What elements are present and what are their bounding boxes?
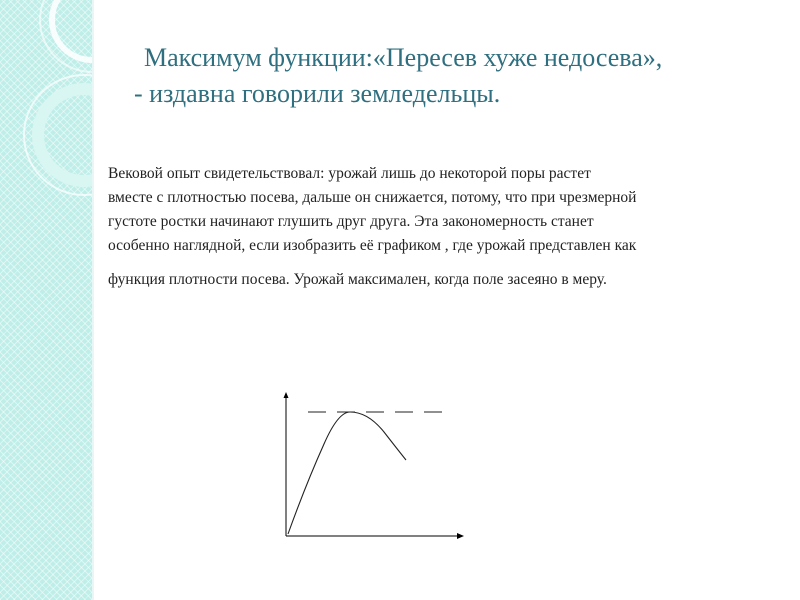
decorative-side-band <box>0 0 92 600</box>
y-axis-arrow-icon <box>284 392 289 398</box>
body-line-5: функция плотности посева. Урожай максимален, когда поле засеяно в меру. <box>108 271 607 288</box>
ring-middle <box>38 89 92 181</box>
body-line-3: густоте ростки начинают глушить друг друга. Эта закономерность станет <box>108 213 594 230</box>
yield-graph <box>276 384 476 554</box>
yield-curve <box>288 412 406 534</box>
body-paragraph <box>108 162 792 292</box>
body-line-1: Вековой опыт свидетельствовал: урожай лишь до некоторой поры растет <box>108 165 591 182</box>
ring-top <box>52 0 92 60</box>
x-axis-arrow-icon <box>457 533 464 539</box>
body-line-4: особенно наглядной, если изобразить её графиком , где урожай представлен как <box>108 237 637 254</box>
band-edge <box>92 0 94 600</box>
title-line-1: Максимум функции:«Пересев хуже недосева», <box>144 43 663 72</box>
decorative-rings <box>0 0 92 600</box>
slide-title <box>134 40 784 112</box>
body-line-2: вместе с плотностью посева, дальше он снижается, потому, что при чрезмерной <box>108 189 637 206</box>
title-line-2: - издавна говорили земледельцы. <box>134 79 501 108</box>
